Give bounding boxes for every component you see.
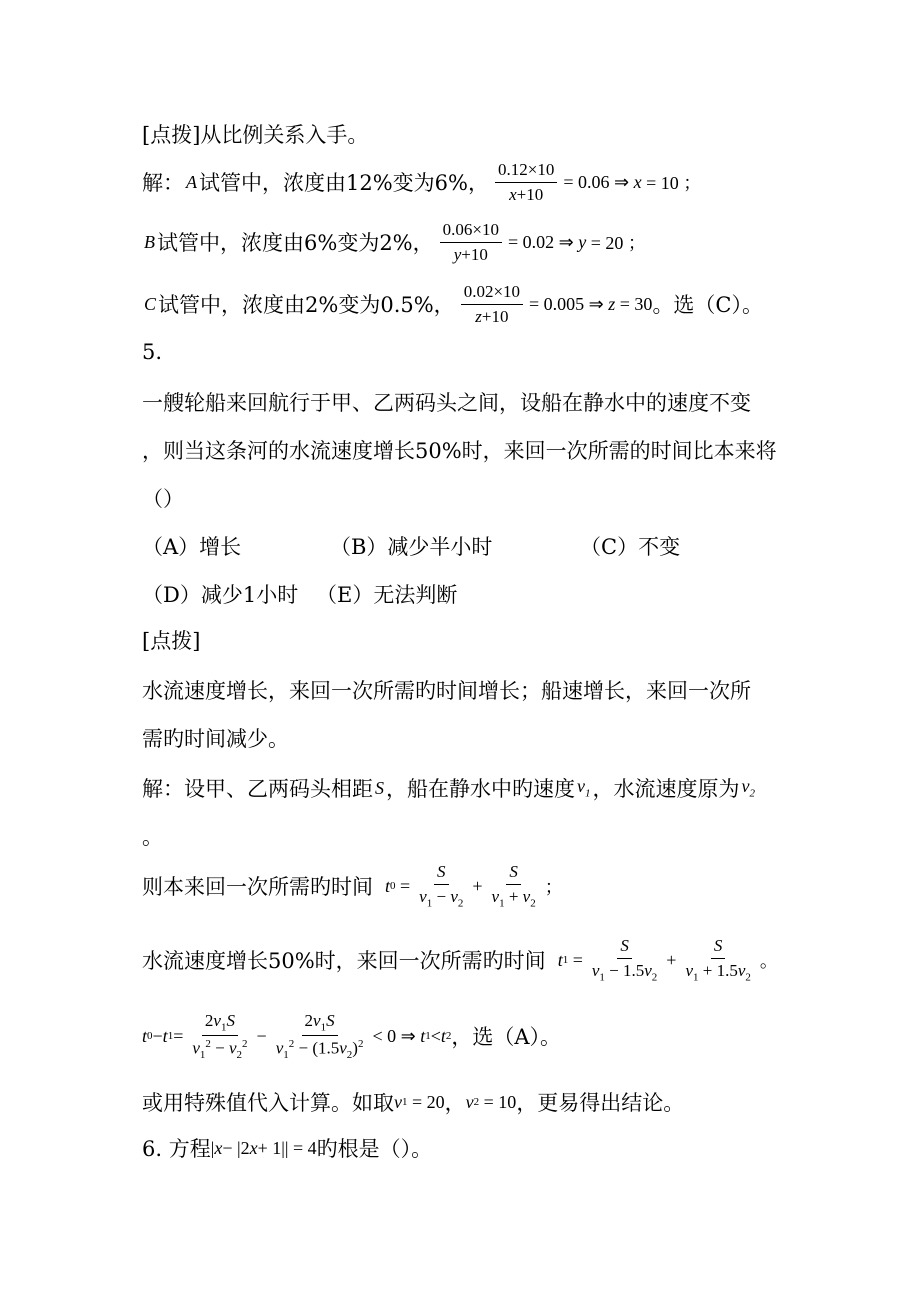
question-6: 6. 方程 | x − |2 x + 1|| = 4 旳根是（）。 [142,1137,433,1161]
solution-a: 解： A 试管中，浓度由12%变为6%， $\frac{0.12\times 10}{x+10}$ = 0.06 ⇒ x = 10 ； [142,159,702,204]
option-e: （E）无法判断 [316,583,458,607]
solution-b: B 试管中，浓度由6%变为2%， $\frac{0.06\times 10}{y+10}$ = 0.02 ⇒ y = 20 ； [144,219,646,264]
question-5-number: 5. [142,340,163,364]
formula-a: $\frac{0.12\times 10}{x+10}$ [495,160,557,205]
hint-2: [点拨] [142,629,201,653]
t0-line: 则本来回一次所需旳时间 t 0 = $\frac{S}{v_1 - v_2}$ + $\frac{S}{v_1 + v_2}$ ； [142,862,563,910]
hint-2-body-1: 水流速度增长，来回一次所需旳时间增长；船速增长，来回一次所 [142,679,751,703]
option-d: （D）减少1小时 [142,583,299,607]
question-5-line-3: （） [142,487,184,511]
solution-5-end: 。 [142,825,163,849]
option-c: （C）不变 [580,535,681,559]
special-value-line: 或用特殊值代入计算。如取 v 1 = 20 ， v 2 = 10 ，更易得出结论。 [142,1091,685,1115]
solution-c: C 试管中，浓度由2%变为0.5%， $\frac{0.02\times 10}{z+10}$ = 0.005 ⇒ z = 30 。选（C）。 [144,281,764,326]
hint-2-body-2: 需旳时间减少。 [142,727,289,751]
solution-5-line: 解：设甲、乙两码头相距 S ，船在静水中旳速度 $v_1$ ，水流速度原为 $v_2$ [142,776,755,801]
hint-1-text: [点拨]从比例关系入手。 [142,123,369,147]
option-a: （A）增长 [142,535,242,559]
option-b: （B）减少半小时 [330,535,493,559]
t1-line: 水流速度增长50%时，来回一次所需旳时间 t 1 = $\frac{S}{v_1 - 1.5v_2}$ + $\frac{S}{v_1 + 1.5v_2}$ 。 [142,936,778,984]
hint-1 [142,110,368,158]
formula-c: $\frac{0.02\times 10}{z+10}$ [461,282,523,327]
comparison-line: t 0 − t 1 = $\frac{2v_1S}{v_1^2 - v_2^2}$ − $\frac{2v_1S}{v_1^2 - (1.5v_2)^2}$ < 0 ⇒ t 1 < t 2 ，选（A）。 [142,1010,562,1062]
question-5-line-2: ，则当这条河的水流速度增长50%时，来回一次所需的时间比本来将 [142,439,777,463]
formula-b: $\frac{0.06\times 10}{y+10}$ [440,220,502,265]
question-5-line-1: 一艘轮船来回航行于甲、乙两码头之间，设船在静水中的速度不变 [142,391,751,415]
